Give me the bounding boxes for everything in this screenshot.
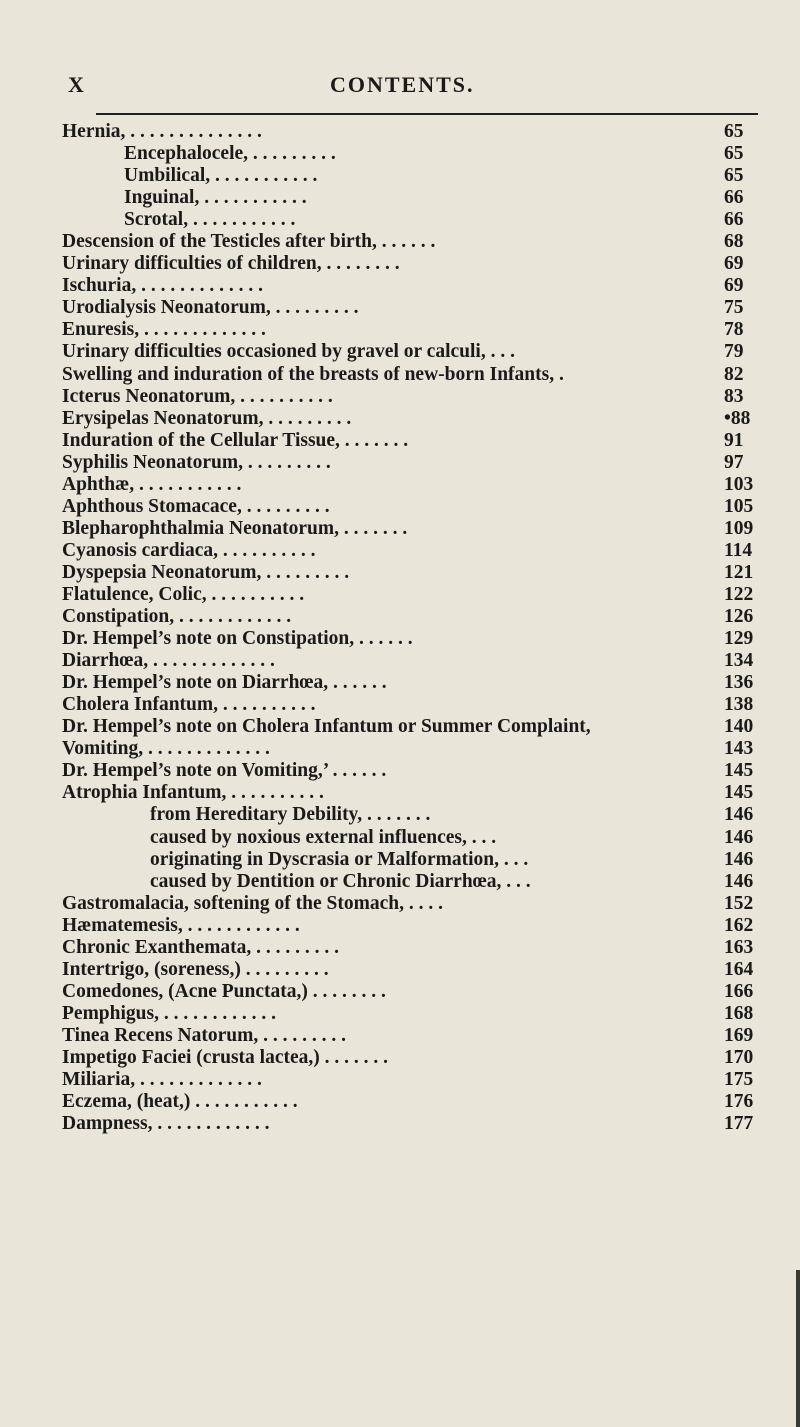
toc-entry-title: Intertrigo, (soreness,) . . . . . . . . . [62,958,329,980]
toc-entry-title: Diarrhœa, . . . . . . . . . . . . . [62,650,275,672]
toc-entry [62,760,768,782]
toc-entry-page: 82 [724,363,744,385]
toc-entry-title: Ischuria, . . . . . . . . . . . . . [62,275,263,297]
toc-entry [62,1047,768,1069]
toc-entry-page: 146 [724,826,754,848]
toc-entry-page: 126 [724,606,754,628]
toc-entry [62,297,768,319]
toc-entry-page: 114 [724,539,753,561]
toc-entry-title: Icterus Neonatorum, . . . . . . . . . . [62,385,333,407]
toc-entry-title: Chronic Exanthemata, . . . . . . . . . [62,936,339,958]
toc-entry [62,187,768,209]
toc-entry [62,1069,768,1091]
toc-entry-title: Urinary difficulties of children, . . . . . . . . [62,253,400,275]
toc-entry-title: Scrotal, . . . . . . . . . . . [124,209,296,231]
toc-entry-title: Hernia, . . . . . . . . . . . . . . [62,121,262,142]
toc-entry [62,452,768,474]
toc-entry-title: caused by Dentition or Chronic Diarrhœa, . . . [150,870,531,892]
toc-entry [62,981,768,1003]
contents-list [62,121,768,1135]
toc-entry-title: Swelling and induration of the breasts of new-born Infants, . [62,363,564,385]
toc-entry [62,804,768,826]
toc-entry-page: 65 [724,121,744,142]
toc-entry [62,694,768,716]
toc-entry [62,1025,768,1047]
toc-entry-page: 145 [724,760,754,782]
toc-entry [62,496,768,518]
toc-entry-title: originating in Dyscrasia or Malformation, . . . [150,848,529,870]
toc-entry-title: Erysipelas Neonatorum, . . . . . . . . . [62,407,352,429]
toc-entry-page: 122 [724,583,754,605]
toc-entry [62,628,768,650]
toc-entry-page: 168 [724,1002,754,1024]
toc-entry-page: 68 [724,231,744,253]
toc-entry-page: 79 [724,341,744,363]
toc-entry [62,959,768,981]
toc-entry-title: Flatulence, Colic, . . . . . . . . . . [62,583,305,605]
toc-entry-title: Enuresis, . . . . . . . . . . . . . [62,319,266,341]
toc-entry-page: 75 [724,297,744,319]
toc-entry-page: 152 [724,892,754,914]
toc-entry-title: Impetigo Faciei (crusta lactea,) . . . . . . . [62,1046,388,1068]
toc-entry [62,716,768,738]
toc-entry [62,165,768,187]
toc-entry-page: 83 [724,385,744,407]
toc-entry-page: 103 [724,473,754,495]
toc-entry-title: Hæmatemesis, . . . . . . . . . . . . [62,914,300,936]
toc-entry-page: 162 [724,914,754,936]
page-folio: X [68,72,85,97]
toc-entry [62,364,768,386]
toc-entry-page: 97 [724,451,744,473]
toc-entry [62,738,768,760]
toc-entry-page: 163 [724,936,754,958]
toc-entry-page: 177 [724,1113,754,1135]
toc-entry-page: 121 [724,561,754,583]
toc-entry-page: 66 [724,209,744,231]
toc-entry [62,430,768,452]
toc-entry-page: 146 [724,848,754,870]
toc-entry [62,408,768,430]
toc-entry-page: 140 [724,716,754,738]
toc-entry [62,341,768,363]
toc-entry-title: Dr. Hempel’s note on Diarrhœa, . . . . . . [62,672,387,694]
toc-entry [62,1113,768,1135]
toc-entry [62,386,768,408]
toc-entry [62,672,768,694]
toc-entry-page: 164 [724,958,754,980]
page-edge-shadow [796,1270,800,1427]
toc-entry-title: Miliaria, . . . . . . . . . . . . . [62,1069,262,1091]
toc-entry [62,143,768,165]
toc-entry [62,518,768,540]
toc-entry [62,937,768,959]
toc-entry-page: 65 [724,165,744,187]
toc-entry-title: Comedones, (Acne Punctata,) . . . . . . . . [62,980,386,1002]
toc-entry-page: 169 [724,1024,754,1046]
toc-entry [62,1003,768,1025]
toc-entry-title: Constipation, . . . . . . . . . . . . [62,606,292,628]
toc-entry [62,540,768,562]
toc-entry-page: 69 [724,275,744,297]
toc-entry [62,231,768,253]
toc-entry-page: 138 [724,694,754,716]
toc-entry-title: Dampness, . . . . . . . . . . . . [62,1113,270,1135]
toc-entry-page: 166 [724,980,754,1002]
toc-entry-title: Blepharophthalmia Neonatorum, . . . . . . . [62,517,408,539]
toc-entry [62,584,768,606]
toc-entry-title: Atrophia Infantum, . . . . . . . . . . [62,782,324,804]
toc-entry-title: Eczema, (heat,) . . . . . . . . . . . [62,1091,298,1113]
toc-entry-title: from Hereditary Debility, . . . . . . . [150,804,431,826]
toc-entry [62,915,768,937]
toc-entry-page: 143 [724,738,754,760]
toc-entry-page: 105 [724,495,754,517]
toc-entry-title: Urinary difficulties occasioned by gravel or calculi, . . . [62,341,515,363]
toc-entry-page: 66 [724,187,744,209]
toc-entry-title: Urodialysis Neonatorum, . . . . . . . . . [62,297,359,319]
toc-entry-title: Vomiting, . . . . . . . . . . . . . [62,738,270,760]
toc-entry [62,782,768,804]
toc-entry [62,606,768,628]
toc-entry [62,319,768,341]
toc-entry-page: 146 [724,804,754,826]
running-head: CONTENTS. [330,72,475,97]
toc-entry-title: Pemphigus, . . . . . . . . . . . . [62,1002,276,1024]
toc-entry-page: 146 [724,870,754,892]
toc-entry [62,1091,768,1113]
toc-entry [62,893,768,915]
toc-entry-page: 134 [724,650,754,672]
toc-entry-title: Dr. Hempel’s note on Constipation, . . . . . . [62,628,413,650]
toc-entry-title: Cyanosis cardiaca, . . . . . . . . . . [62,539,316,561]
toc-entry [62,562,768,584]
toc-entry [62,849,768,871]
toc-entry-page: 175 [724,1069,754,1091]
toc-entry [62,209,768,231]
toc-entry-page: 78 [724,319,744,341]
toc-entry-title: Aphthæ, . . . . . . . . . . . [62,473,242,495]
toc-entry-title: Encephalocele, . . . . . . . . . [124,143,336,165]
toc-entry-page: 129 [724,628,754,650]
toc-entry-page: •88 [724,407,751,429]
toc-entry-page: 176 [724,1091,754,1113]
toc-entry [62,827,768,849]
toc-entry [62,121,768,143]
toc-entry-title: Dr. Hempel’s note on Cholera Infantum or Summer Complaint, [62,716,591,738]
toc-entry-title: Cholera Infantum, . . . . . . . . . . [62,694,316,716]
toc-entry-title: Dyspepsia Neonatorum, . . . . . . . . . [62,561,350,583]
toc-entry [62,253,768,275]
toc-entry-title: Dr. Hempel’s note on Vomiting,’ . . . . . . [62,760,387,782]
toc-entry-title: Tinea Recens Natorum, . . . . . . . . . [62,1024,346,1046]
toc-entry-title: Gastromalacia, softening of the Stomach, . . . . [62,892,443,914]
page-header [0,72,800,112]
toc-entry-title: Syphilis Neonatorum, . . . . . . . . . [62,451,331,473]
toc-entry [62,275,768,297]
toc-entry-title: Induration of the Cellular Tissue, . . . . . . . [62,429,409,451]
header-rule [96,113,758,115]
toc-entry-title: Umbilical, . . . . . . . . . . . [124,165,318,187]
toc-entry-page: 65 [724,143,744,165]
toc-entry-title: Inguinal, . . . . . . . . . . . [124,187,307,209]
toc-entry [62,650,768,672]
toc-entry-page: 91 [724,429,744,451]
toc-entry-page: 109 [724,517,754,539]
toc-entry-page: 69 [724,253,744,275]
toc-entry-page: 136 [724,672,754,694]
toc-entry [62,871,768,893]
toc-entry-page: 145 [724,782,754,804]
toc-entry-page: 170 [724,1046,754,1068]
toc-entry-title: Descension of the Testicles after birth, . . . . . . [62,231,436,253]
toc-entry-title: caused by noxious external influences, . . . [150,826,497,848]
toc-entry-title: Aphthous Stomacace, . . . . . . . . . [62,495,330,517]
toc-entry [62,474,768,496]
